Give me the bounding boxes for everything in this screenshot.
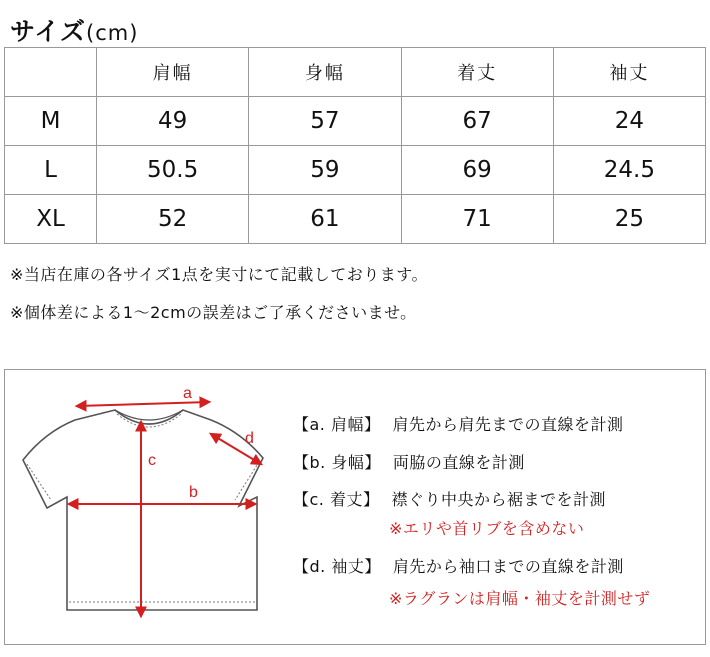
table-row — [5, 195, 706, 244]
size-cell: M — [5, 97, 97, 146]
header-cell-chest: 身幅 — [249, 48, 401, 97]
value-cell: 67 — [401, 97, 553, 146]
legend-desc-a: 肩先から肩先までの直線を計測 — [392, 415, 624, 434]
legend-warning-raglan: ※ラグランは肩幅・袖丈を計測せず — [389, 589, 651, 608]
legend-key-c: 【c. 着丈】 — [293, 490, 380, 509]
legend-desc-d: 肩先から袖口までの直線を計測 — [392, 557, 624, 576]
header-cell-length: 着丈 — [401, 48, 553, 97]
value-cell: 25 — [553, 195, 705, 244]
label-b: b — [189, 484, 198, 501]
legend-item-b — [293, 450, 525, 473]
note-tolerance: ※個体差による1〜2cmの誤差はご了承くださいませ。 — [10, 303, 417, 322]
header-cell-sleeve: 袖丈 — [553, 48, 705, 97]
size-table — [4, 47, 706, 244]
legend-key-b: 【b. 身幅】 — [293, 453, 381, 472]
value-cell: 71 — [401, 195, 553, 244]
size-cell: L — [5, 146, 97, 195]
measurement-diagram — [4, 369, 706, 645]
note-actual-measurement: ※当店在庫の各サイズ1点を実寸にて記載しております。 — [10, 265, 429, 284]
legend-desc-b: 両脇の直線を計測 — [392, 453, 525, 472]
legend-item-d — [293, 554, 624, 577]
legend-desc-c: 襟ぐり中央から裾までを計測 — [391, 490, 606, 509]
label-d: d — [245, 430, 254, 447]
legend-item-c — [293, 487, 606, 510]
title-main: サイズ — [10, 17, 87, 46]
header-cell-empty — [5, 48, 97, 97]
legend-key-d: 【d. 袖丈】 — [293, 557, 381, 576]
header-cell-shoulder: 肩幅 — [97, 48, 249, 97]
value-cell: 24.5 — [553, 146, 705, 195]
size-cell: XL — [5, 195, 97, 244]
legend-warning-collar: ※エリや首リブを含めない — [389, 519, 585, 538]
value-cell: 61 — [249, 195, 401, 244]
legend-key-a: 【a. 肩幅】 — [293, 415, 381, 434]
value-cell: 24 — [553, 97, 705, 146]
label-c: c — [148, 452, 156, 469]
value-cell: 52 — [97, 195, 249, 244]
table-row — [5, 146, 706, 195]
legend-item-a — [293, 412, 624, 435]
table-row — [5, 97, 706, 146]
value-cell: 57 — [249, 97, 401, 146]
value-cell: 59 — [249, 146, 401, 195]
page-title — [10, 12, 138, 48]
label-a: a — [183, 385, 192, 402]
value-cell: 49 — [97, 97, 249, 146]
title-unit: (cm) — [86, 21, 139, 45]
tshirt-outline — [23, 410, 263, 610]
value-cell: 69 — [401, 146, 553, 195]
value-cell: 50.5 — [97, 146, 249, 195]
arrow-a-shoulder — [77, 402, 209, 406]
table-header-row — [5, 48, 706, 97]
